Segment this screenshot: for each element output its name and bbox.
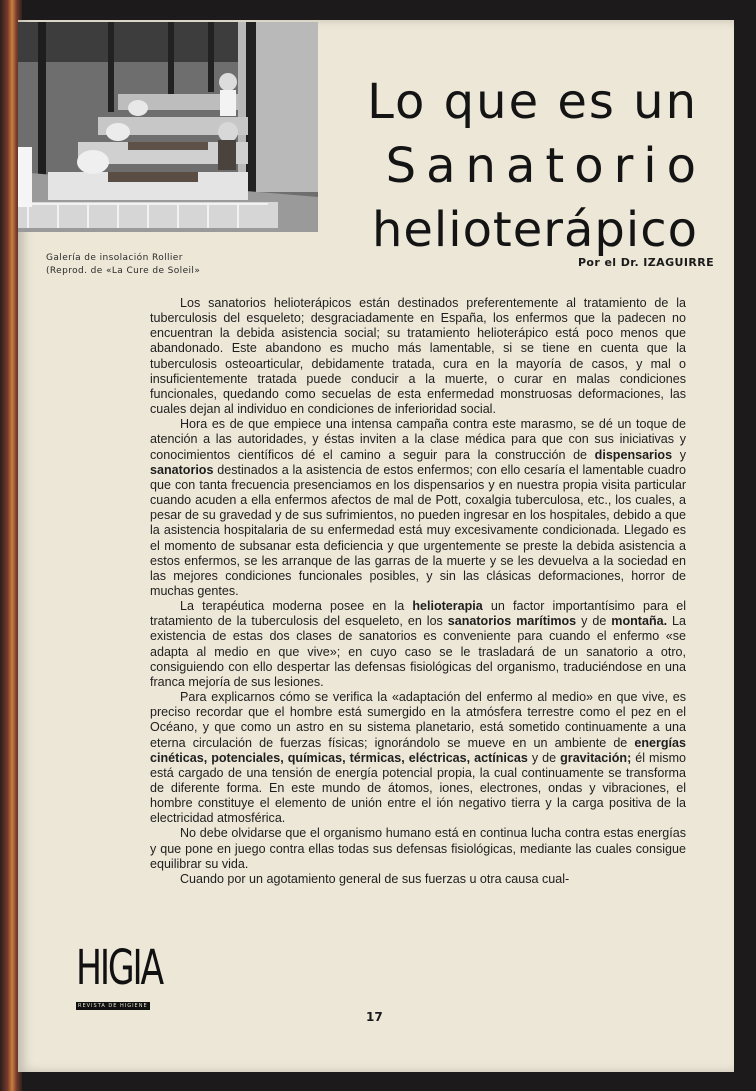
photo-caption-line2: (Reprod. de «La Cure de Soleil» bbox=[46, 266, 201, 276]
photo-caption bbox=[46, 252, 200, 278]
paragraph-4 bbox=[150, 690, 686, 826]
article-body bbox=[150, 296, 686, 887]
magazine-page bbox=[18, 20, 734, 1072]
sanatorium-photo bbox=[18, 22, 318, 232]
paragraph-4-bold-gravitacion: gravitación; bbox=[560, 750, 632, 765]
higia-logo-mark: HIGIA bbox=[76, 940, 162, 996]
paragraph-2-text-e: destinados a la asistencia de estos enfermos; con ello cesaría el lamentable cuadro que con tanta frecuencia presenciamos en los dispensarios y en nuestra propia visita particular cuando acuden a ella enfermos afectos de mal de Pott, coxalgia tuberculosa, etc., los cuales, a pesar de su gravedad y de sus sufrimientos, no pueden ingresar en los hospitales, debido a que la asistencia hospitalaria de su enfermedad está muy excesivamente condicionada. Llegado es el momento de subsanar esta deficiencia y que urgentemente se preste la debida asistencia a estos enfermos, se les arranque de las garras de la muerte y se les devuelva a la sociedad en las mejores condiciones funcionales posibles, y sin las clásicas deformaciones, horror de muchas gentes. bbox=[150, 462, 686, 598]
paragraph-2-bold-sanatorios: sanatorios bbox=[150, 462, 214, 477]
sanatorium-gallery-image bbox=[18, 22, 318, 232]
paragraph-2 bbox=[150, 417, 686, 599]
paragraph-3-text-g: La existencia de estas dos clases de sanatorios es conveniente para cuando el enfermo «se adapta al medio en que vive»; en cuyo caso se le trasladará de un sanatorio a otro, consiguiendo con ello despertar las defensas fisiológicas del organismo, traduciéndose en una franca mejoría de sus lesiones. bbox=[150, 614, 686, 689]
paragraph-2-text-c: y bbox=[672, 447, 686, 462]
article-title-line2: Sanatorio bbox=[385, 138, 706, 194]
article-title-line1: Lo que es un bbox=[367, 74, 698, 130]
paragraph-6: Cuando por un agotamiento general de sus fuerzas u otra causa cual- bbox=[180, 871, 570, 886]
paragraph-3-text-c: un factor importantísimo para el tratamiento de la tuberculosis del esqueleto, en los bbox=[150, 599, 686, 629]
photo-caption-line1: Galería de insolación Rollier bbox=[46, 253, 183, 263]
article-title bbox=[358, 70, 706, 262]
paragraph-4-text-a: Para explicarnos cómo se verifica la «adaptación del enfermo al medio» en que vive, es preciso recordar que el hombre está sumergido en la atmósfera terrestre como el pez en el Océano, y que como un astro en su sistema planetario, está sometido continuamente a una eterna circulación de fuerzas físicas; ignorándolo se mueve en un ambiente de bbox=[150, 690, 686, 750]
paragraph-2-text-a: Hora es de que empiece una intensa campaña contra este marasmo, se dé un toque de atención a las autoridades, y éstas inviten a la clase médica para que con sus iniciativas y conocimientos científicos dé el camino a seguir para la construcción de bbox=[150, 417, 686, 462]
paragraph-3-bold-montana: montaña. bbox=[611, 614, 668, 629]
page-number: 17 bbox=[366, 1010, 383, 1024]
paragraph-3-text-e: y de bbox=[576, 614, 612, 629]
paragraph-4-text-e: él mismo está cargado de una tensión de energía potencial propia, la cual continuamente se transforma de diferente forma. En este mundo de átomos, iones, electrones, ondas y vibraciones, el hombre constituye el elemento de unión entre el ión negativo tierra y la carga positiva de la electricidad atmosférica. bbox=[150, 750, 687, 826]
paragraph-4-bold-energias: energías cinéticas, potenciales, químicas, térmicas, eléctricas, actínicas bbox=[150, 735, 686, 765]
paragraph-3 bbox=[150, 599, 686, 690]
higia-logo-subtitle: REVISTA DE HIGIENE bbox=[78, 1003, 148, 1009]
higia-logo bbox=[76, 940, 162, 1011]
paragraph-3-text-a: La terapéutica moderna posee en la bbox=[180, 599, 413, 614]
paragraph-3-bold-helioterapia: helioterapia bbox=[412, 599, 483, 614]
paragraph-1: Los sanatorios helioterápicos están destinados preferentemente al tratamiento de la tuberculosis del esqueleto; desgraciadamente en España, los enfermos que la padecen no encuentran la debida asistencia social; su tratamiento helioterápico está poco menos que abandonado. Este abandono es mucho más lamentable, si se tiene en cuenta que la tuberculosis osteoarticular, debidamente tratada, cura en la mayoría de casos, y mal o insuficientemente tratada puede conducir a la muerte, o curar en malas condiciones funcionales, quedando como secuelas de esta enfermedad monstruosas deformaciones, las cuales dejan al individuo en condiciones de inferioridad social. bbox=[150, 296, 686, 417]
paragraph-3-bold-maritimos: sanatorios marítimos bbox=[447, 614, 577, 629]
author-byline: Por el Dr. IZAGUIRRE bbox=[577, 256, 714, 269]
article-title-line3: helioterápico bbox=[371, 202, 698, 258]
paragraph-2-bold-dispensarios: dispensarios bbox=[594, 447, 673, 462]
paragraph-4-text-c: y de bbox=[527, 750, 561, 765]
paragraph-5: No debe olvidarse que el organismo humano está en continua lucha contra estas energías y que pone en juego contra ellas todas sus defensas fisiológicas, mediante las cuales consigue equilibrar su vida. bbox=[150, 826, 686, 871]
